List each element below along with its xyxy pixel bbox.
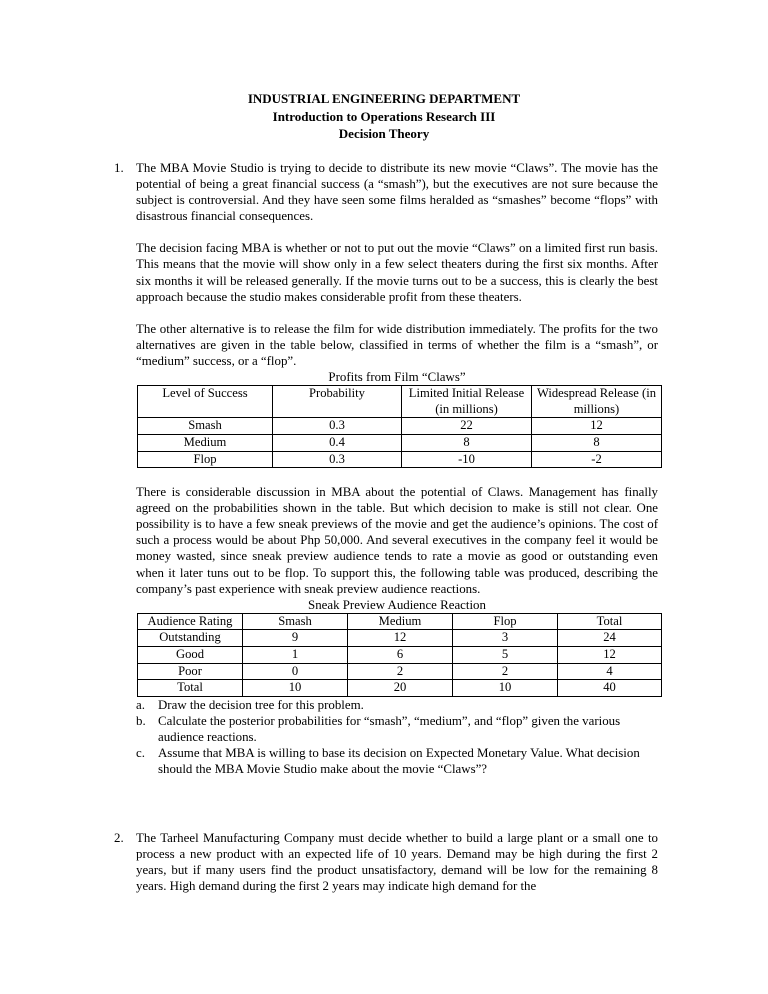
table-cell: 2 — [453, 663, 558, 680]
problem-2 — [116, 830, 658, 894]
table-cell: 20 — [348, 680, 453, 697]
table-cell: 0 — [243, 663, 348, 680]
problem-1-paragraph-1: The MBA Movie Studio is trying to decide to distribute its new movie “Claws”. The movie has the potential of being a great financial success (a “smash”), but the executives are not sure because the subject is controversial. And they have seen some films heralded as “smashes” become “flops” with disastrous financial consequences. — [136, 161, 658, 224]
table-row — [138, 451, 662, 468]
table-cell: 12 — [348, 630, 453, 647]
document-header — [0, 90, 768, 143]
table-row — [138, 434, 662, 451]
table-cell: Medium — [138, 434, 273, 451]
questions-list — [136, 697, 658, 777]
profits-table-caption: Profits from Film “Claws” — [328, 370, 466, 385]
table-cell: 0.3 — [273, 418, 402, 435]
table-row — [138, 647, 662, 664]
problem-2-paragraph-1: The Tarheel Manufacturing Company must decide whether to build a large plant or a small one to process a new product with an expected life of 10 years. Demand may be high during the first 2 years, but if many users find the product unsatisfactory, demand will be low for the remaining 8 years. High demand during the first 2 years may indicate high demand for the — [136, 831, 658, 894]
table-cell: -2 — [532, 451, 662, 468]
problem-1-paragraph-3: The other alternative is to release the film for wide distribution immediately. The profits for the two alternatives are given in the table below, classified in terms of whether the film is a “smash”, or “medium” success, or a “flop”. — [136, 321, 658, 368]
table-cell: 40 — [558, 680, 662, 697]
table-cell: Outstanding — [138, 630, 243, 647]
problem-1-paragraph-2: The decision facing MBA is whether or not to put out the movie “Claws” on a limited first run basis. This means that the movie will show only in a few select theaters during the first six months. After six months it will be released generally. If the movie turns out to be a success, this is clearly the best approach because the studio makes considerable profit from these theaters. — [136, 241, 658, 304]
list-item — [136, 713, 658, 745]
table-cell: 0.4 — [273, 434, 402, 451]
table-cell: 9 — [243, 630, 348, 647]
profits-header-limited: Limited Initial Release (in millions) — [402, 386, 532, 418]
table-cell: 4 — [558, 663, 662, 680]
topic-title: Decision Theory — [338, 126, 430, 141]
table-cell: 12 — [558, 647, 662, 664]
profits-header-widespread: Widespread Release (in millions) — [532, 386, 662, 418]
table-row — [138, 663, 662, 680]
question-b-label: b. — [136, 713, 146, 728]
department-title: INDUSTRIAL ENGINEERING DEPARTMENT — [247, 91, 521, 106]
table-cell: 6 — [348, 647, 453, 664]
problem-1-paragraph-4: There is considerable discussion in MBA about the potential of Claws. Management has finally agreed on the probabilities shown in the table. But which decision to make is still not clear. One possibility is to have a few sneak previews of the movie and get the audience’s opinions. The cost of such a process would be about Php 50,000. And several executives in the company feel it would be money wasted, since sneak preview audience tends to rate a movie as good or outstanding even when it later tuns out to be flop. To support this, the following table was produced, describing the company’s past experience with sneak preview audience reactions. — [136, 485, 658, 596]
table-cell: 24 — [558, 630, 662, 647]
table-cell: Total — [138, 680, 243, 697]
table-cell: 12 — [532, 418, 662, 435]
table-cell: 5 — [453, 647, 558, 664]
list-item — [136, 745, 658, 777]
question-b-text: Calculate the posterior probabilities for “smash”, “medium”, and “flop” given the various audience reactions. — [158, 713, 621, 744]
profits-table-header-row — [138, 386, 662, 418]
sneak-header-medium: Medium — [348, 613, 453, 630]
question-c-text: Assume that MBA is willing to base its decision on Expected Monetary Value. What decision should the MBA Movie Studio make about the movie “Claws”? — [158, 746, 640, 777]
list-item — [136, 697, 658, 713]
table-row — [138, 630, 662, 647]
table-cell: -10 — [402, 451, 532, 468]
table-row — [138, 418, 662, 435]
table-cell: Smash — [138, 418, 273, 435]
sneak-table-header-row — [138, 613, 662, 630]
question-a-text: Draw the decision tree for this problem. — [158, 697, 364, 712]
course-title: Introduction to Operations Research III — [272, 108, 496, 124]
sneak-table-caption: Sneak Preview Audience Reaction — [308, 597, 486, 612]
sneak-header-total: Total — [558, 613, 662, 630]
sneak-header-flop: Flop — [453, 613, 558, 630]
table-cell: 10 — [243, 680, 348, 697]
table-cell: Flop — [138, 451, 273, 468]
problem-2-number: 2. — [114, 831, 124, 845]
table-row — [138, 680, 662, 697]
table-cell: 8 — [402, 434, 532, 451]
sneak-preview-table — [137, 613, 662, 697]
profits-header-level: Level of Success — [138, 386, 273, 418]
table-cell: 0.3 — [273, 451, 402, 468]
table-cell: 8 — [532, 434, 662, 451]
table-cell: Poor — [138, 663, 243, 680]
table-cell: 1 — [243, 647, 348, 664]
profits-table — [137, 385, 662, 468]
problem-1 — [116, 160, 658, 777]
table-cell: 10 — [453, 680, 558, 697]
sneak-header-rating: Audience Rating — [138, 613, 243, 630]
problem-1-number: 1. — [114, 161, 124, 175]
question-c-label: c. — [136, 746, 145, 761]
question-a-label: a. — [136, 697, 145, 712]
table-cell: 3 — [453, 630, 558, 647]
table-cell: 22 — [402, 418, 532, 435]
table-cell: Good — [138, 647, 243, 664]
profits-header-probability: Probability — [273, 386, 402, 418]
table-cell: 2 — [348, 663, 453, 680]
sneak-header-smash: Smash — [243, 613, 348, 630]
